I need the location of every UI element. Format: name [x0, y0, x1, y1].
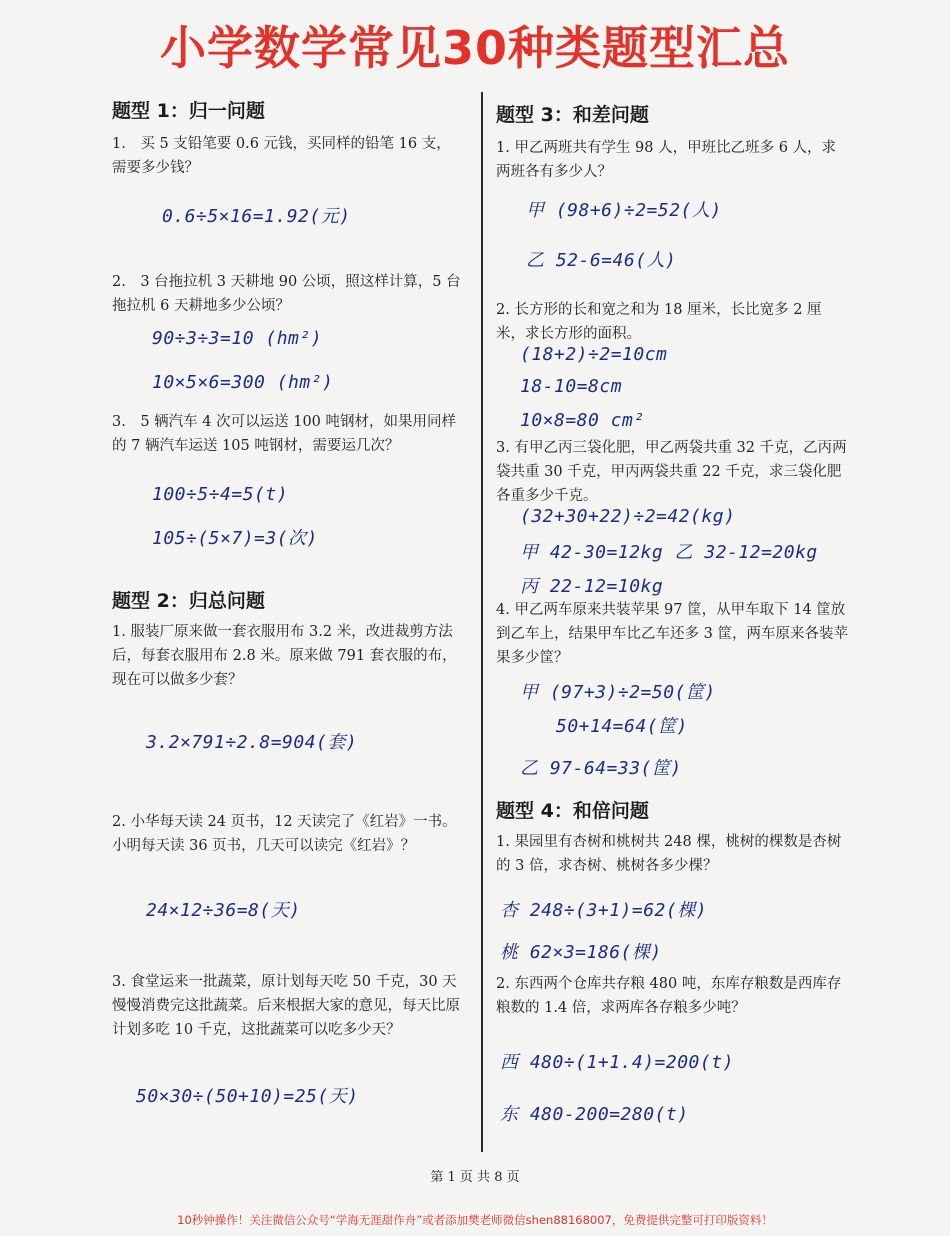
question-text: 1. 服装厂原来做一套衣服用布 3.2 米，改进裁剪方法后，每套衣服用布 2.8 米。原来做 791 套衣服的布，现在可以做多少套？ [112, 624, 457, 688]
question-text: 1. 买 5 支铅笔要 0.6 元钱，买同样的铅笔 16 支，需要多少钱？ [112, 136, 451, 176]
page-title: 小学数学常见30种类题型汇总 [159, 21, 790, 75]
section-heading-1: 题型 1：归一问题 [112, 100, 265, 122]
handwritten-answer: 甲 (97+3)÷2=50(筐) [520, 682, 716, 703]
handwritten-answer: 杏 248÷(3+1)=62(棵) [500, 900, 708, 921]
column-divider [481, 92, 483, 1152]
handwritten-answer: 0.6÷5×16=1.92(元) [162, 206, 351, 227]
handwritten-answer: 桃 62×3=186(棵) [500, 942, 662, 963]
handwritten-answer: 甲 42-30=12kg 乙 32-12=20kg [520, 542, 818, 563]
promo-banner: 10秒钟操作！关注微信公众号“学海无涯甜作舟”或者添加樊老师微信shen88168007，免费提供完整可打印版资料！ [177, 1213, 773, 1227]
handwritten-answer: 10×8=80 cm² [520, 410, 645, 431]
handwritten-answer: 东 480-200=280(t) [500, 1104, 689, 1125]
handwritten-answer: (32+30+22)÷2=42(kg) [520, 506, 736, 527]
handwritten-answer: 90÷3÷3=10 (hm²) [152, 328, 323, 349]
page-number: 第 1 页 共 8 页 [430, 1170, 520, 1185]
handwritten-answer: 50+14=64(筐) [556, 716, 688, 737]
handwritten-answer: 18-10=8cm [520, 376, 623, 397]
question-text: 4. 甲乙两车原来共装苹果 97 筐，从甲车取下 14 筐放到乙车上，结果甲车比乙车还多 3 筐，两车原来各装苹果多少筐？ [496, 602, 848, 666]
handwritten-answer: 西 480÷(1+1.4)=200(t) [500, 1052, 734, 1073]
section-heading-4: 题型 4：和倍问题 [496, 800, 649, 822]
question-text: 2. 3 台拖拉机 3 天耕地 90 公顷，照这样计算，5 台拖拉机 6 天耕地多少公顷？ [112, 274, 461, 314]
handwritten-answer: 50×30÷(50+10)=25(天) [136, 1086, 359, 1107]
section-heading-2: 题型 2：归总问题 [112, 590, 265, 612]
section-heading-3: 题型 3：和差问题 [496, 104, 649, 126]
handwritten-answer: (18+2)÷2=10cm [520, 344, 668, 365]
handwritten-answer: 乙 52-6=46(人) [526, 250, 677, 271]
handwritten-answer: 105÷(5×7)=3(次) [152, 528, 318, 549]
handwritten-answer: 24×12÷36=8(天) [146, 900, 301, 921]
handwritten-answer: 甲 (98+6)÷2=52(人) [526, 200, 722, 221]
question-text: 2. 东西两个仓库共存粮 480 吨，东库存粮数是西库存粮数的 1.4 倍，求两库各存粮多少吨？ [496, 976, 842, 1016]
handwritten-answer: 10×5×6=300 (hm²) [152, 372, 334, 393]
question-text: 1. 甲乙两班共有学生 98 人，甲班比乙班多 6 人，求两班各有多少人？ [496, 140, 837, 180]
question-text: 2. 小华每天读 24 页书，12 天读完了《红岩》一书。小明每天读 36 页书，几天可以读完《红岩》？ [112, 814, 457, 854]
question-text: 3. 5 辆汽车 4 次可以运送 100 吨钢材，如果用同样的 7 辆汽车运送 105 吨钢材，需要运几次？ [112, 414, 457, 454]
question-text: 3. 食堂运来一批蔬菜，原计划每天吃 50 千克，30 天慢慢消费完这批蔬菜。后来根据大家的意见，每天比原计划多吃 10 千克，这批蔬菜可以吃多少天？ [112, 974, 460, 1038]
question-text: 3. 有甲乙丙三袋化肥，甲乙两袋共重 32 千克，乙丙两袋共重 30 千克，甲丙两袋共重 22 千克，求三袋化肥各重多少千克。 [496, 440, 847, 504]
question-text: 2. 长方形的长和宽之和为 18 厘米，长比宽多 2 厘米，求长方形的面积。 [496, 302, 822, 342]
question-text: 1. 果园里有杏树和桃树共 248 棵，桃树的棵数是杏树的 3 倍，求杏树、桃树各多少棵？ [496, 834, 842, 874]
handwritten-answer: 丙 22-12=10kg [520, 576, 664, 597]
handwritten-answer: 100÷5÷4=5(t) [152, 484, 289, 505]
handwritten-answer: 3.2×791÷2.8=904(套) [146, 732, 358, 753]
handwritten-answer: 乙 97-64=33(筐) [520, 758, 682, 779]
